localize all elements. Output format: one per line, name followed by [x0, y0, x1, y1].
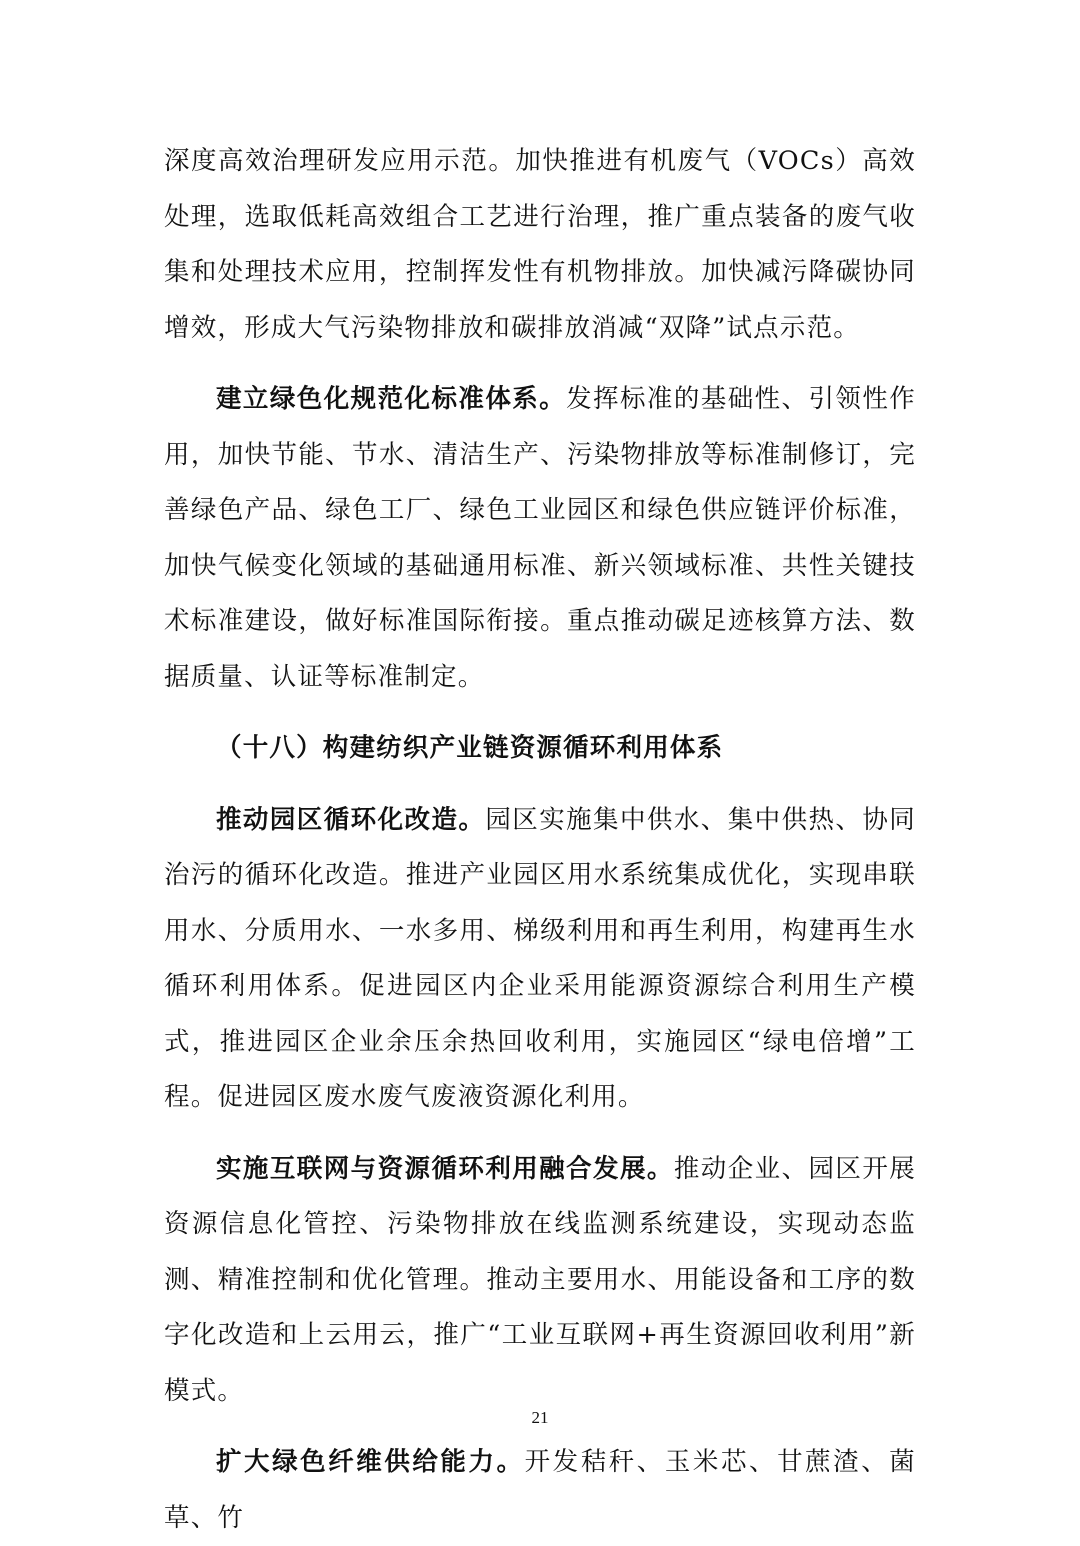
paragraph-green-standards — [164, 372, 916, 705]
paragraph-text: 园区实施集中供水、集中供热、协同治污的循环化改造。推进产业园区用水系统集成优化，实现串联用水、分质用水、一水多用、梯级利用和再生利用，构建再生水循环利用体系。促进园区内企业采用能源资源综合利用生产模式，推进园区企业余压余热回收利用，实施园区“绿电倍增”工程。促进园区废水废气废液资源化利用。 — [164, 804, 916, 1112]
paragraph-green-fiber — [164, 1435, 916, 1546]
document-body — [164, 134, 916, 1546]
paragraph-gap — [164, 356, 916, 372]
paragraph-internet-integration — [164, 1142, 916, 1420]
paragraph-lead-heading: 推动园区循环化改造。 — [216, 804, 486, 835]
paragraph-text: 深度高效治理研发应用示范。加快推进有机废气（VOCs）高效处理，选取低耗高效组合工艺进行治理，推广重点装备的废气收集和处理技术应用，控制挥发性有机物排放。加快减污降碳协同增效，形成大气污染物排放和碳排放消减“双降”试点示范。 — [164, 146, 916, 343]
paragraph-lead-heading: 建立绿色化规范化标准体系。 — [216, 384, 567, 414]
paragraph-text: 开发秸秆、玉米芯、甘蔗渣、菌草、竹 — [164, 1447, 916, 1533]
paragraph-park-recycling — [164, 793, 916, 1126]
paragraph-gap — [164, 1126, 916, 1142]
section-heading: （十八）构建纺织产业链资源循环利用体系 — [216, 733, 724, 763]
paragraph-lead-heading: 实施互联网与资源循环利用融合发展。 — [216, 1153, 674, 1184]
paragraph-continuation — [164, 134, 916, 356]
paragraph-text: 推动企业、园区开展资源信息化管控、污染物排放在线监测系统建设，实现动态监测、精准控制和优化管理。推动主要用水、用能设备和工序的数字化改造和上云用云，推广“工业互联网+再生资源回收利用”新模式。 — [164, 1153, 916, 1406]
paragraph-gap — [164, 777, 916, 793]
paragraph-text: 发挥标准的基础性、引领性作用，加快节能、节水、清洁生产、污染物排放等标准制修订，完善绿色产品、绿色工厂、绿色工业园区和绿色供应链评价标准，加快气候变化领域的基础通用标准、新兴领域标准、共性关键技术标准建设，做好标准国际衔接。重点推动碳足迹核算方法、数据质量、认证等标准制定。 — [164, 384, 916, 692]
paragraph-gap — [164, 705, 916, 721]
paragraph-lead-heading: 扩大绿色纤维供给能力。 — [216, 1447, 525, 1477]
page-number: 21 — [531, 1408, 549, 1427]
